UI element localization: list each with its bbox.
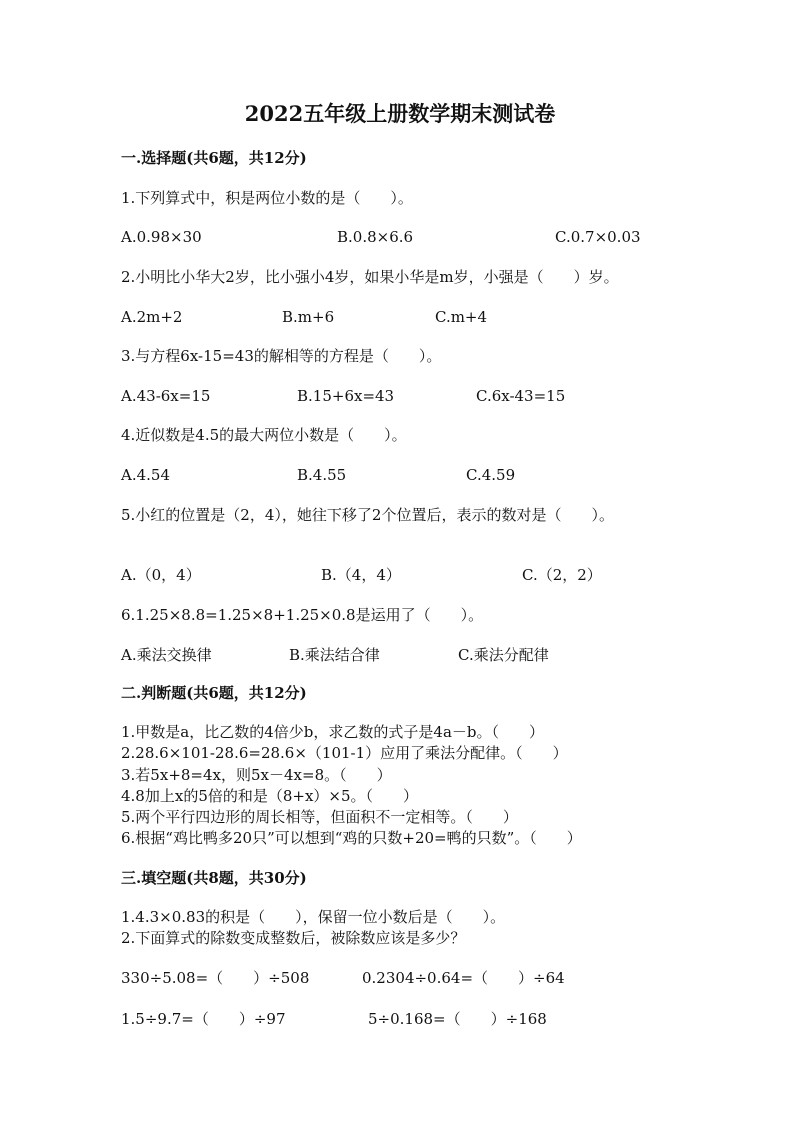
option-a: A.4.54 (121, 466, 170, 484)
division-expression: 330÷5.08=（ ）÷508 (121, 969, 310, 987)
section-heading-judgment: 二.判断题(共6题，共12分) (121, 684, 307, 702)
question-stem: 1.下列算式中，积是两位小数的是（ ）。 (121, 189, 413, 207)
section-heading-fill: 三.填空题(共8题，共30分) (121, 869, 307, 887)
option-b: B.4.55 (297, 466, 347, 484)
option-b: B.0.8×6.6 (337, 228, 414, 246)
judgment-item: 3.若5x+8=4x，则5x－4x=8。（ ） (121, 766, 392, 784)
option-a: A.乘法交换律 (121, 646, 212, 664)
judgment-item: 1.甲数是a，比乙数的4倍少b，求乙数的式子是4a－b。（ ） (121, 723, 544, 741)
option-c: C.（2，2） (522, 566, 602, 584)
question-stem: 2.小明比小华大2岁，比小强小4岁，如果小华是m岁，小强是（ ）岁。 (121, 268, 619, 286)
judgment-item: 6.根据“鸡比鸭多20只”可以想到“鸡的只数+20=鸭的只数”。（ ） (121, 829, 582, 847)
question-stem: 5.小红的位置是（2，4），她往下移了2个位置后，表示的数对是（ ）。 (121, 506, 614, 524)
judgment-item: 4.8加上x的5倍的和是（8+x）×5。（ ） (121, 787, 419, 805)
question-stem: 4.近似数是4.5的最大两位小数是（ ）。 (121, 426, 407, 444)
judgment-item: 2.28.6×101-28.6=28.6×（101-1）应用了乘法分配律。（ ） (121, 744, 568, 762)
option-a: A.0.98×30 (121, 228, 202, 246)
option-a: A.43-6x=15 (121, 387, 211, 405)
option-a: A.（0，4） (121, 566, 201, 584)
question-stem: 6.1.25×8.8=1.25×8+1.25×0.8是运用了（ ）。 (121, 606, 484, 624)
option-c: C.m+4 (435, 308, 488, 326)
option-b: B.m+6 (282, 308, 335, 326)
judgment-item: 5.两个平行四边形的周长相等，但面积不一定相等。（ ） (121, 808, 518, 826)
fill-item: 1.4.3×0.83的积是（ ），保留一位小数后是（ ）。 (121, 908, 506, 926)
option-b: B.（4，4） (321, 566, 401, 584)
option-a: A.2m+2 (121, 308, 183, 326)
option-b: B.乘法结合律 (289, 646, 380, 664)
page-title: 2022五年级上册数学期末测试卷 (244, 101, 556, 126)
division-expression: 5÷0.168=（ ）÷168 (368, 1010, 547, 1028)
division-expression: 0.2304÷0.64=（ ）÷64 (362, 969, 565, 987)
option-c: C.6x-43=15 (476, 387, 566, 405)
division-expression: 1.5÷9.7=（ ）÷97 (121, 1010, 286, 1028)
option-b: B.15+6x=43 (297, 387, 395, 405)
section-heading-choice: 一.选择题(共6题，共12分) (121, 149, 307, 167)
option-c: C.4.59 (466, 466, 516, 484)
option-c: C.0.7×0.03 (555, 228, 641, 246)
fill-item: 2.下面算式的除数变成整数后，被除数应该是多少？ (121, 929, 466, 947)
question-stem: 3.与方程6x-15=43的解相等的方程是（ ）。 (121, 347, 442, 365)
option-c: C.乘法分配律 (458, 646, 549, 664)
